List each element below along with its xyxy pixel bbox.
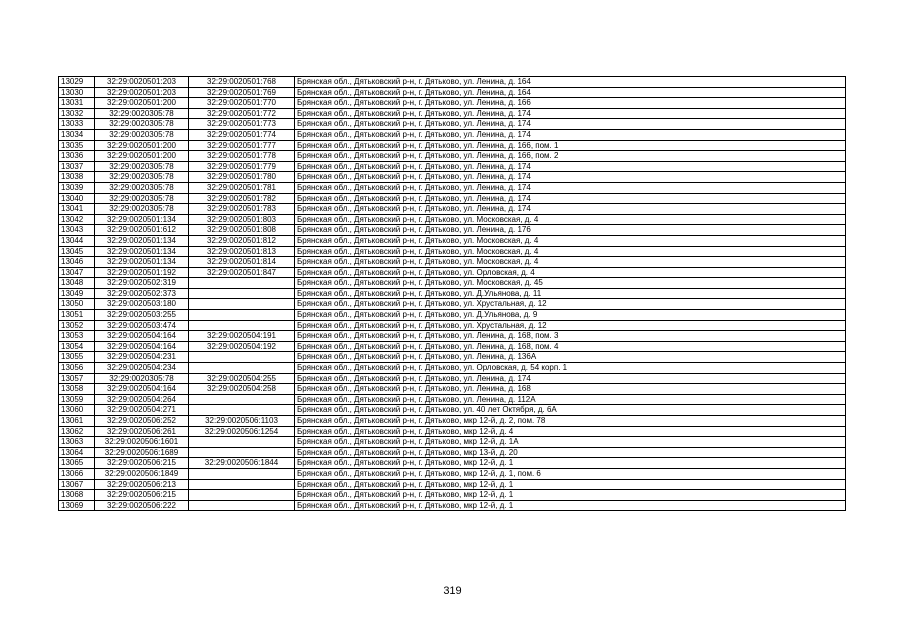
row-number-cell: 13048 [59, 278, 95, 289]
parcel-number-cell: 32:29:0020501:134 [95, 214, 189, 225]
address-cell: Брянская обл., Дятьковский р-н, г. Дятьково, ул. Ленина, д. 166, пом. 2 [295, 151, 846, 162]
address-cell: Брянская обл., Дятьковский р-н, г. Дятьково, ул. Ленина, д. 174 [295, 373, 846, 384]
object-number-cell [189, 299, 295, 310]
parcel-number-cell: 32:29:0020305:78 [95, 373, 189, 384]
parcel-number-cell: 32:29:0020504:164 [95, 331, 189, 342]
parcel-number-cell: 32:29:0020503:255 [95, 310, 189, 321]
row-number-cell: 13063 [59, 437, 95, 448]
address-cell: Брянская обл., Дятьковский р-н, г. Дятьково, ул. Орловская, д. 4 [295, 267, 846, 278]
parcel-number-cell: 32:29:0020506:1849 [95, 468, 189, 479]
object-number-cell: 32:29:0020504:191 [189, 331, 295, 342]
address-cell: Брянская обл., Дятьковский р-н, г. Дятьково, ул. Орловская, д. 54 корп. 1 [295, 363, 846, 374]
row-number-cell: 13040 [59, 193, 95, 204]
object-number-cell: 32:29:0020501:803 [189, 214, 295, 225]
parcel-number-cell: 32:29:0020501:200 [95, 151, 189, 162]
object-number-cell: 32:29:0020501:808 [189, 225, 295, 236]
table-row [59, 87, 846, 98]
address-cell: Брянская обл., Дятьковский р-н, г. Дятьково, ул. Ленина, д. 174 [295, 119, 846, 130]
table-row [59, 447, 846, 458]
table-row [59, 267, 846, 278]
address-cell: Брянская обл., Дятьковский р-н, г. Дятьково, ул. Московская, д. 4 [295, 246, 846, 257]
table-row [59, 119, 846, 130]
address-cell: Брянская обл., Дятьковский р-н, г. Дятьково, ул. Ленина, д. 174 [295, 161, 846, 172]
row-number-cell: 13042 [59, 214, 95, 225]
address-cell: Брянская обл., Дятьковский р-н, г. Дятьково, ул. Московская, д. 4 [295, 235, 846, 246]
row-number-cell: 13064 [59, 447, 95, 458]
object-number-cell: 32:29:0020501:778 [189, 151, 295, 162]
object-number-cell [189, 363, 295, 374]
address-cell: Брянская обл., Дятьковский р-н, г. Дятьково, ул. Ленина, д. 174 [295, 204, 846, 215]
object-number-cell [189, 447, 295, 458]
address-cell: Брянская обл., Дятьковский р-н, г. Дятьково, ул. Ленина, д. 112А [295, 394, 846, 405]
parcel-number-cell: 32:29:0020305:78 [95, 204, 189, 215]
parcel-number-cell: 32:29:0020506:213 [95, 479, 189, 490]
parcel-number-cell: 32:29:0020501:200 [95, 140, 189, 151]
object-number-cell [189, 500, 295, 511]
object-number-cell: 32:29:0020501:783 [189, 204, 295, 215]
row-number-cell: 13036 [59, 151, 95, 162]
parcel-number-cell: 32:29:0020501:200 [95, 98, 189, 109]
table-row [59, 363, 846, 374]
table-row [59, 161, 846, 172]
table-row [59, 288, 846, 299]
address-cell: Брянская обл., Дятьковский р-н, г. Дятьково, ул. Ленина, д. 174 [295, 129, 846, 140]
parcel-number-cell: 32:29:0020506:215 [95, 490, 189, 501]
row-number-cell: 13050 [59, 299, 95, 310]
table-row [59, 405, 846, 416]
address-cell: Брянская обл., Дятьковский р-н, г. Дятьково, ул. Ленина, д. 164 [295, 87, 846, 98]
row-number-cell: 13029 [59, 77, 95, 88]
parcel-number-cell: 32:29:0020305:78 [95, 182, 189, 193]
table-row [59, 500, 846, 511]
address-cell: Брянская обл., Дятьковский р-н, г. Дятьково, ул. Ленина, д. 136А [295, 352, 846, 363]
row-number-cell: 13065 [59, 458, 95, 469]
parcel-number-cell: 32:29:0020501:203 [95, 87, 189, 98]
address-cell: Брянская обл., Дятьковский р-н, г. Дятьково, ул. Московская, д. 4 [295, 257, 846, 268]
object-number-cell: 32:29:0020501:780 [189, 172, 295, 183]
address-cell: Брянская обл., Дятьковский р-н, г. Дятьково, мкр 12-й, д. 1 [295, 490, 846, 501]
row-number-cell: 13035 [59, 140, 95, 151]
row-number-cell: 13049 [59, 288, 95, 299]
row-number-cell: 13034 [59, 129, 95, 140]
row-number-cell: 13066 [59, 468, 95, 479]
object-number-cell: 32:29:0020501:782 [189, 193, 295, 204]
table-row [59, 426, 846, 437]
parcel-number-cell: 32:29:0020504:164 [95, 341, 189, 352]
parcel-number-cell: 32:29:0020501:134 [95, 257, 189, 268]
object-number-cell: 32:29:0020501:813 [189, 246, 295, 257]
parcel-number-cell: 32:29:0020501:134 [95, 235, 189, 246]
table-row [59, 140, 846, 151]
table-row [59, 437, 846, 448]
table-row [59, 235, 846, 246]
row-number-cell: 13061 [59, 416, 95, 427]
row-number-cell: 13041 [59, 204, 95, 215]
address-cell: Брянская обл., Дятьковский р-н, г. Дятьково, ул. Ленина, д. 164 [295, 77, 846, 88]
address-cell: Брянская обл., Дятьковский р-н, г. Дятьково, ул. Д.Ульянова, д. 11 [295, 288, 846, 299]
object-number-cell [189, 405, 295, 416]
table-row [59, 257, 846, 268]
parcel-number-cell: 32:29:0020504:164 [95, 384, 189, 395]
address-cell: Брянская обл., Дятьковский р-н, г. Дятьково, ул. Д.Ульянова, д. 9 [295, 310, 846, 321]
row-number-cell: 13068 [59, 490, 95, 501]
address-cell: Брянская обл., Дятьковский р-н, г. Дятьково, мкр 12-й, д. 1 [295, 500, 846, 511]
table-row [59, 278, 846, 289]
row-number-cell: 13069 [59, 500, 95, 511]
table-row [59, 225, 846, 236]
row-number-cell: 13053 [59, 331, 95, 342]
address-cell: Брянская обл., Дятьковский р-н, г. Дятьково, ул. Ленина, д. 168 [295, 384, 846, 395]
address-cell: Брянская обл., Дятьковский р-н, г. Дятьково, ул. Московская, д. 4 [295, 214, 846, 225]
row-number-cell: 13046 [59, 257, 95, 268]
address-cell: Брянская обл., Дятьковский р-н, г. Дятьково, ул. Ленина, д. 174 [295, 172, 846, 183]
parcel-number-cell: 32:29:0020506:261 [95, 426, 189, 437]
table-row [59, 352, 846, 363]
row-number-cell: 13058 [59, 384, 95, 395]
object-number-cell: 32:29:0020501:770 [189, 98, 295, 109]
row-number-cell: 13055 [59, 352, 95, 363]
parcel-number-cell: 32:29:0020502:319 [95, 278, 189, 289]
address-cell: Брянская обл., Дятьковский р-н, г. Дятьково, ул. Московская, д. 45 [295, 278, 846, 289]
parcel-number-cell: 32:29:0020305:78 [95, 172, 189, 183]
parcel-number-cell: 32:29:0020501:134 [95, 246, 189, 257]
object-number-cell: 32:29:0020504:258 [189, 384, 295, 395]
address-cell: Брянская обл., Дятьковский р-н, г. Дятьково, ул. Ленина, д. 166 [295, 98, 846, 109]
object-number-cell: 32:29:0020501:773 [189, 119, 295, 130]
table-row [59, 193, 846, 204]
table-row [59, 77, 846, 88]
table-row [59, 129, 846, 140]
address-cell: Брянская обл., Дятьковский р-н, г. Дятьково, мкр 12-й, д. 1 [295, 458, 846, 469]
row-number-cell: 13037 [59, 161, 95, 172]
address-cell: Брянская обл., Дятьковский р-н, г. Дятьково, ул. Хрустальная, д. 12 [295, 299, 846, 310]
row-number-cell: 13043 [59, 225, 95, 236]
object-number-cell: 32:29:0020501:772 [189, 108, 295, 119]
table-row [59, 394, 846, 405]
address-cell: Брянская обл., Дятьковский р-н, г. Дятьково, ул. Ленина, д. 174 [295, 182, 846, 193]
address-cell: Брянская обл., Дятьковский р-н, г. Дятьково, ул. Ленина, д. 166, пом. 1 [295, 140, 846, 151]
table-row [59, 214, 846, 225]
parcel-number-cell: 32:29:0020504:234 [95, 363, 189, 374]
table-row [59, 246, 846, 257]
table-row [59, 416, 846, 427]
parcel-number-cell: 32:29:0020502:373 [95, 288, 189, 299]
row-number-cell: 13030 [59, 87, 95, 98]
parcel-number-cell: 32:29:0020305:78 [95, 161, 189, 172]
object-number-cell: 32:29:0020501:774 [189, 129, 295, 140]
address-cell: Брянская обл., Дятьковский р-н, г. Дятьково, ул. Ленина, д. 174 [295, 193, 846, 204]
parcel-number-cell: 32:29:0020506:222 [95, 500, 189, 511]
parcel-number-cell: 32:29:0020503:474 [95, 320, 189, 331]
object-number-cell: 32:29:0020504:192 [189, 341, 295, 352]
address-cell: Брянская обл., Дятьковский р-н, г. Дятьково, мкр 12-й, д. 1 [295, 479, 846, 490]
table-row [59, 479, 846, 490]
object-number-cell: 32:29:0020501:847 [189, 267, 295, 278]
registry-table [58, 76, 846, 511]
object-number-cell: 32:29:0020506:1844 [189, 458, 295, 469]
object-number-cell: 32:29:0020501:779 [189, 161, 295, 172]
object-number-cell [189, 278, 295, 289]
table-row [59, 172, 846, 183]
row-number-cell: 13047 [59, 267, 95, 278]
table-row [59, 108, 846, 119]
table-row [59, 310, 846, 321]
row-number-cell: 13033 [59, 119, 95, 130]
object-number-cell [189, 320, 295, 331]
table-row [59, 331, 846, 342]
object-number-cell: 32:29:0020501:781 [189, 182, 295, 193]
parcel-number-cell: 32:29:0020501:612 [95, 225, 189, 236]
table-row [59, 299, 846, 310]
parcel-number-cell: 32:29:0020504:231 [95, 352, 189, 363]
object-number-cell [189, 468, 295, 479]
registry-table-body [59, 77, 846, 511]
row-number-cell: 13032 [59, 108, 95, 119]
object-number-cell [189, 352, 295, 363]
object-number-cell: 32:29:0020506:1254 [189, 426, 295, 437]
table-row [59, 384, 846, 395]
address-cell: Брянская обл., Дятьковский р-н, г. Дятьково, мкр 12-й, д. 2, пом. 78 [295, 416, 846, 427]
object-number-cell [189, 310, 295, 321]
parcel-number-cell: 32:29:0020506:1601 [95, 437, 189, 448]
address-cell: Брянская обл., Дятьковский р-н, г. Дятьково, мкр 13-й, д. 20 [295, 447, 846, 458]
address-cell: Брянская обл., Дятьковский р-н, г. Дятьково, ул. Ленина, д. 176 [295, 225, 846, 236]
address-cell: Брянская обл., Дятьковский р-н, г. Дятьково, ул. Ленина, д. 174 [295, 108, 846, 119]
parcel-number-cell: 32:29:0020501:192 [95, 267, 189, 278]
row-number-cell: 13038 [59, 172, 95, 183]
table-row [59, 98, 846, 109]
parcel-number-cell: 32:29:0020305:78 [95, 108, 189, 119]
object-number-cell [189, 479, 295, 490]
parcel-number-cell: 32:29:0020504:271 [95, 405, 189, 416]
row-number-cell: 13051 [59, 310, 95, 321]
page-number: 319 [443, 585, 462, 597]
address-cell: Брянская обл., Дятьковский р-н, г. Дятьково, мкр 12-й, д. 1А [295, 437, 846, 448]
object-number-cell [189, 288, 295, 299]
object-number-cell: 32:29:0020501:768 [189, 77, 295, 88]
parcel-number-cell: 32:29:0020506:215 [95, 458, 189, 469]
row-number-cell: 13067 [59, 479, 95, 490]
object-number-cell: 32:29:0020504:255 [189, 373, 295, 384]
table-row [59, 320, 846, 331]
object-number-cell: 32:29:0020501:812 [189, 235, 295, 246]
parcel-number-cell: 32:29:0020501:203 [95, 77, 189, 88]
table-row [59, 341, 846, 352]
object-number-cell: 32:29:0020501:769 [189, 87, 295, 98]
row-number-cell: 13044 [59, 235, 95, 246]
address-cell: Брянская обл., Дятьковский р-н, г. Дятьково, мкр 12-й, д. 4 [295, 426, 846, 437]
table-row [59, 151, 846, 162]
table-row [59, 458, 846, 469]
row-number-cell: 13059 [59, 394, 95, 405]
address-cell: Брянская обл., Дятьковский р-н, г. Дятьково, ул. 40 лет Октября, д. 6А [295, 405, 846, 416]
object-number-cell [189, 490, 295, 501]
object-number-cell: 32:29:0020506:1103 [189, 416, 295, 427]
parcel-number-cell: 32:29:0020504:264 [95, 394, 189, 405]
address-cell: Брянская обл., Дятьковский р-н, г. Дятьково, ул. Ленина, д. 168, пом. 4 [295, 341, 846, 352]
object-number-cell: 32:29:0020501:777 [189, 140, 295, 151]
table-row [59, 182, 846, 193]
parcel-number-cell: 32:29:0020503:180 [95, 299, 189, 310]
parcel-number-cell: 32:29:0020305:78 [95, 119, 189, 130]
row-number-cell: 13045 [59, 246, 95, 257]
address-cell: Брянская обл., Дятьковский р-н, г. Дятьково, мкр 12-й, д. 1, пом. 6 [295, 468, 846, 479]
parcel-number-cell: 32:29:0020305:78 [95, 193, 189, 204]
parcel-number-cell: 32:29:0020506:252 [95, 416, 189, 427]
row-number-cell: 13054 [59, 341, 95, 352]
table-row [59, 490, 846, 501]
parcel-number-cell: 32:29:0020506:1689 [95, 447, 189, 458]
object-number-cell [189, 437, 295, 448]
row-number-cell: 13057 [59, 373, 95, 384]
object-number-cell [189, 394, 295, 405]
address-cell: Брянская обл., Дятьковский р-н, г. Дятьково, ул. Хрустальная, д. 12 [295, 320, 846, 331]
object-number-cell: 32:29:0020501:814 [189, 257, 295, 268]
address-cell: Брянская обл., Дятьковский р-н, г. Дятьково, ул. Ленина, д. 168, пом. 3 [295, 331, 846, 342]
row-number-cell: 13039 [59, 182, 95, 193]
row-number-cell: 13060 [59, 405, 95, 416]
row-number-cell: 13062 [59, 426, 95, 437]
row-number-cell: 13052 [59, 320, 95, 331]
parcel-number-cell: 32:29:0020305:78 [95, 129, 189, 140]
row-number-cell: 13056 [59, 363, 95, 374]
table-row [59, 373, 846, 384]
table-row [59, 468, 846, 479]
table-row [59, 204, 846, 215]
row-number-cell: 13031 [59, 98, 95, 109]
